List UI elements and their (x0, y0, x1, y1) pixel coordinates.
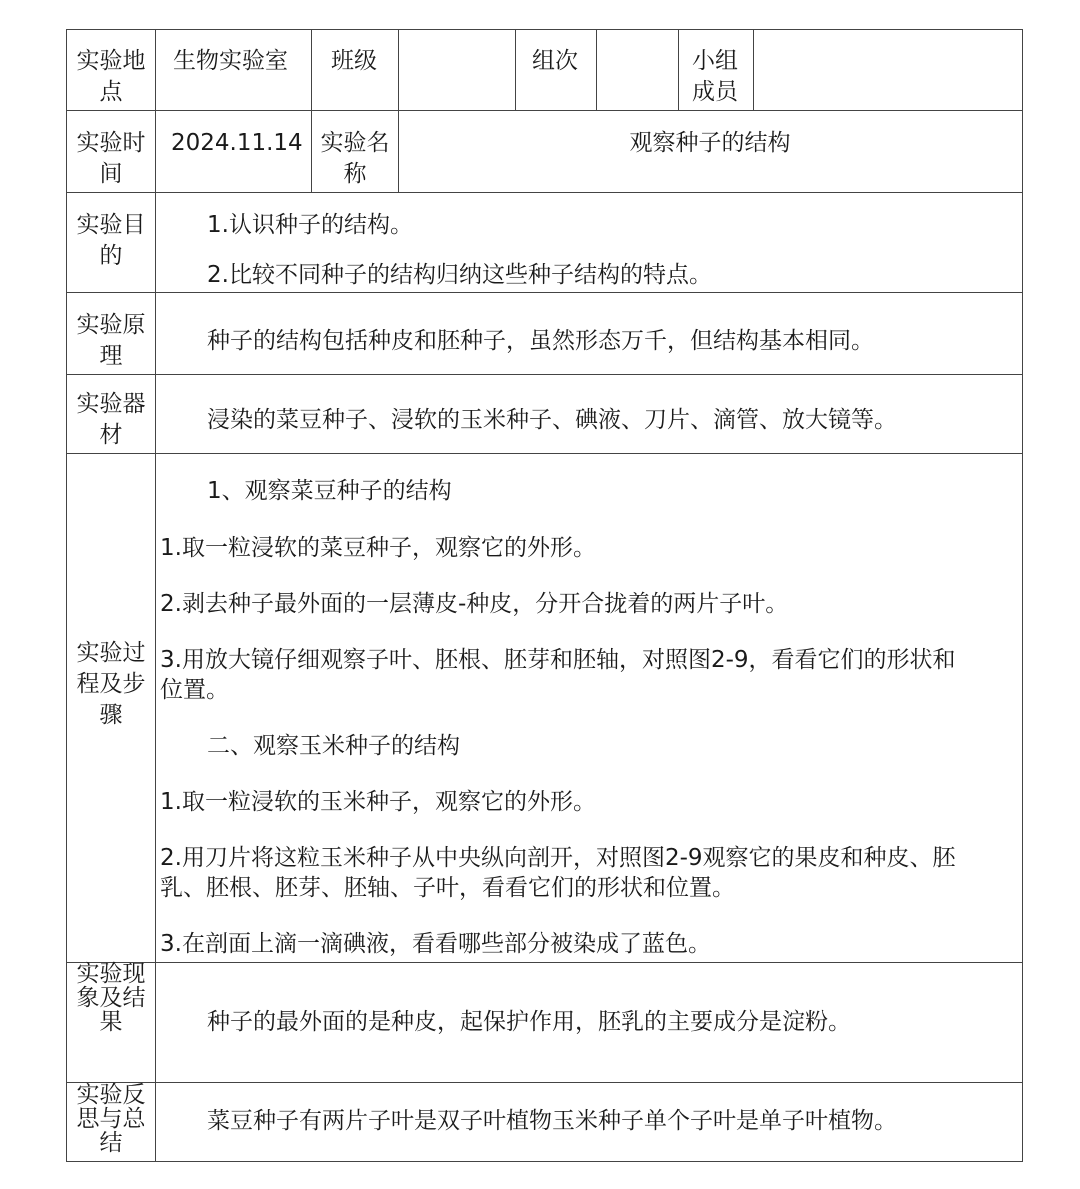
experiment-name-value: 观察种子的结构 (629, 130, 791, 156)
column-divider (311, 29, 312, 193)
row-divider (66, 1082, 1023, 1083)
column-divider (678, 29, 679, 111)
result-label: 实验现象及结果 (76, 961, 146, 1035)
purpose-line: 2.比较不同种子的结构归纳这些种子结构的特点。 (207, 262, 712, 288)
column-divider (398, 29, 399, 193)
location-label: 实验地点 (76, 48, 146, 105)
procedure-step: 3.在剖面上滴一滴碘液，看看哪些部分被染成了蓝色。 (160, 931, 711, 957)
class-label: 班级 (331, 48, 377, 74)
table-border-left (66, 29, 67, 1162)
group-label: 组次 (532, 48, 578, 74)
time-label: 实验时间 (76, 130, 146, 187)
procedure-step-continued: 位置。 (160, 677, 229, 703)
row-divider (66, 292, 1023, 293)
procedure-step: 2.剥去种子最外面的一层薄皮-种皮，分开合拢着的两片子叶。 (160, 591, 789, 617)
row-divider (66, 110, 1023, 111)
procedure-step: 1.取一粒浸软的玉米种子，观察它的外形。 (160, 789, 596, 815)
members-label: 小组成员 (692, 48, 738, 105)
row-divider (66, 192, 1023, 193)
time-value: 2024.11.14 (171, 130, 303, 156)
purpose-label: 实验目的 (76, 212, 146, 269)
procedure-label: 实验过程及步骤 (76, 640, 146, 728)
column-divider (753, 29, 754, 111)
principle-text: 种子的结构包括种皮和胚种子，虽然形态万千，但结构基本相同。 (207, 328, 874, 354)
equipment-text: 浸染的菜豆种子、浸软的玉米种子、碘液、刀片、滴管、放大镜等。 (207, 407, 897, 433)
location-value: 生物实验室 (173, 48, 288, 74)
procedure-step: 1.取一粒浸软的菜豆种子，观察它的外形。 (160, 535, 596, 561)
procedure-step-continued: 乳、胚根、胚芽、胚轴、子叶，看看它们的形状和位置。 (160, 875, 735, 901)
table-border-top (66, 29, 1023, 30)
table-border-right (1022, 29, 1023, 1162)
principle-label: 实验原理 (76, 312, 146, 369)
equipment-label: 实验器材 (76, 391, 146, 448)
procedure-step: 3.用放大镜仔细观察子叶、胚根、胚芽和胚轴，对照图2-9，看看它们的形状和 (160, 647, 956, 673)
summary-label: 实验反思与总结 (76, 1082, 146, 1156)
section-heading: 1、观察菜豆种子的结构 (207, 478, 452, 504)
section-heading: 二、观察玉米种子的结构 (207, 733, 460, 759)
procedure-step: 2.用刀片将这粒玉米种子从中央纵向剖开，对照图2-9观察它的果皮和种皮、胚 (160, 845, 956, 871)
table-border-bottom (66, 1161, 1023, 1162)
experiment-name-label: 实验名称 (320, 130, 390, 187)
column-divider (515, 29, 516, 111)
result-text: 种子的最外面的是种皮，起保护作用，胚乳的主要成分是淀粉。 (207, 1009, 851, 1035)
label-column-divider (155, 29, 156, 1162)
column-divider (596, 29, 597, 111)
summary-text: 菜豆种子有两片子叶是双子叶植物玉米种子单个子叶是单子叶植物。 (207, 1108, 897, 1134)
row-divider (66, 374, 1023, 375)
purpose-line: 1.认识种子的结构。 (207, 212, 413, 238)
row-divider (66, 962, 1023, 963)
row-divider (66, 453, 1023, 454)
